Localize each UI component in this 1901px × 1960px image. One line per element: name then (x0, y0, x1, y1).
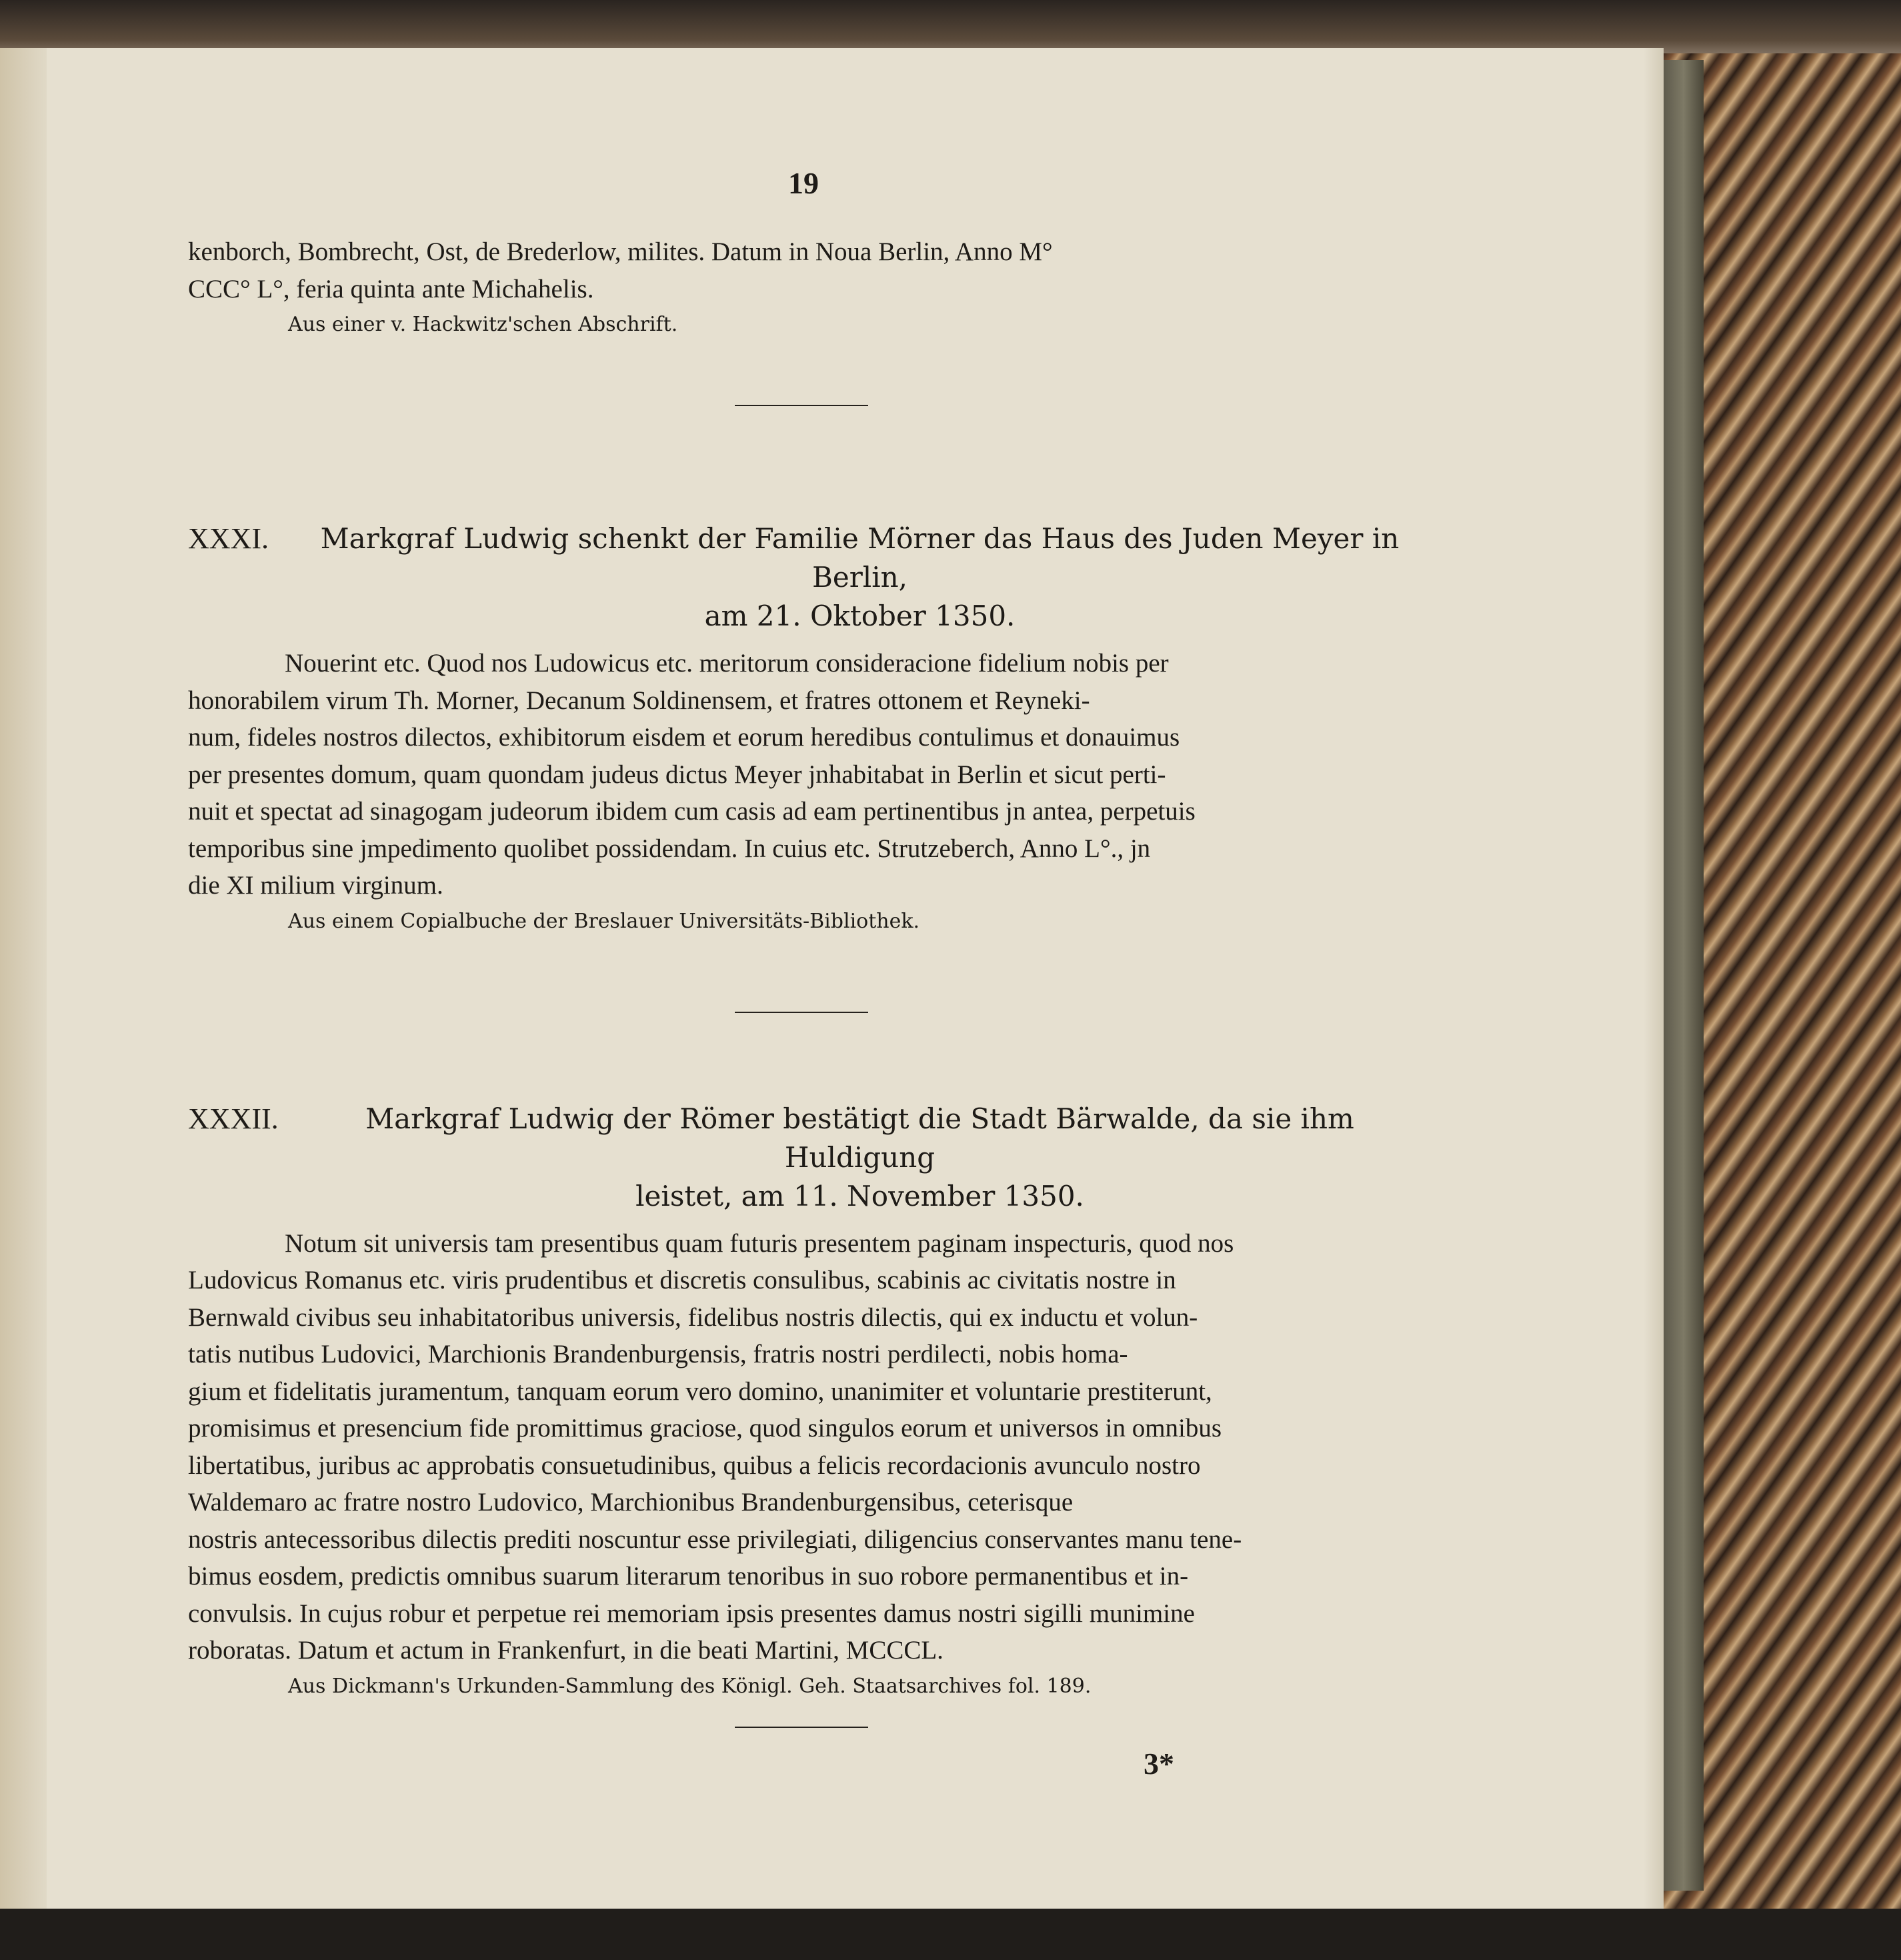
page-number: 19 (788, 166, 819, 200)
charter-text-line: Nouerint etc. Quod nos Ludowicus etc. meritorum consideracione fidelium nobis per (285, 649, 1169, 678)
charter-text-line: Waldemaro ac fratre nostro Ludovico, Marchionibus Brandenburgensibus, ceterisque (188, 1488, 1074, 1517)
page-content (188, 157, 1415, 1728)
charter-number: XXXI. (188, 522, 269, 555)
source-note: Aus einer v. Hackwitz'schen Abschrift. (288, 313, 678, 336)
charter-text-line: convulsis. In cujus robur et perpetue rei memoriam ipsis presentes damus nostri sigilli munimine (188, 1599, 1195, 1628)
charter-text-line: bimus eosdem, predictis omnibus suarum literarum tenoribus in suo robore permanentibus et in- (188, 1562, 1189, 1591)
gutter-shadow (0, 48, 47, 1909)
charter-text-line: libertatibus, juribus ac approbatis consuetudinibus, quibus a felicis recordacionis avunculo nostro (188, 1450, 1201, 1480)
charter-text-line: Notum sit universis tam presentibus quam futuris presentem paginam inspecturis, quod nos (285, 1228, 1234, 1258)
book-cover-top-edge (0, 0, 1901, 53)
background-bottom (0, 1909, 1901, 1960)
charter-text-line: nostris antecessoribus dilectis prediti noscuntur esse privilegiati, diligencius conservantes manu tene- (188, 1525, 1242, 1554)
charter-text-line: tatis nutibus Ludovici, Marchionis Brandenburgensis, fratris nostri perdilecti, nobis homa- (188, 1340, 1128, 1368)
charter-heading (188, 1100, 1415, 1216)
charter-text-line: temporibus sine jmpedimento quolibet possidendam. In cuius etc. Strutzeberch, Anno L°., jn (188, 834, 1151, 863)
charter-title (305, 520, 1415, 636)
source-note: Aus Dickmann's Urkunden-Sammlung des Königl. Geh. Staatsarchives fol. 189. (288, 1674, 1092, 1698)
charter-title-line: am 21. Oktober 1350. (704, 600, 1016, 632)
section-divider (735, 1727, 868, 1728)
charter-title-line: leistet, am 11. November 1350. (635, 1179, 1084, 1212)
charter-text-line: num, fideles nostros dilectos, exhibitorum eisdem et eorum heredibus contulimus et donauimus (188, 723, 1180, 752)
charter-text-line: Ludovicus Romanus etc. viris prudentibus et discretis consulibus, scabinis ac civitatis nostre in (188, 1266, 1176, 1294)
charter-title-line: Markgraf Ludwig schenkt der Familie Mörner das Haus des Juden Meyer in Berlin, (320, 522, 1400, 594)
charter-text-line: gium et fidelitatis juramentum, tanquam eorum vero domino, unanimiter et voluntarie prestiterunt, (188, 1376, 1212, 1406)
charter-text-line: promisimus et presencium fide promittimus graciose, quod singulos eorum et universos in omnibus (188, 1414, 1222, 1442)
signature-mark: 3* (1144, 1747, 1174, 1781)
charter-text-line: per presentes domum, quam quondam judeus dictus Meyer jnhabitabat in Berlin et sicut perti- (188, 760, 1166, 789)
charter-text-line: honorabilem virum Th. Morner, Decanum Soldinensem, et fratres ottonem et Reyneki- (188, 686, 1090, 715)
charter-text-line: roboratas. Datum et actum in Frankenfurt, in die beati Martini, MCCCL. (188, 1636, 943, 1665)
charter-heading (188, 520, 1415, 636)
charter-text-line: Bernwald civibus seu inhabitatoribus universis, fidelibus nostris dilectis, qui ex inductu et volun- (188, 1302, 1198, 1332)
book-spine-edge (1664, 60, 1704, 1891)
charter-title (305, 1100, 1415, 1216)
charter-text-line: nuit et spectat ad sinagogam judeorum ibidem cum casis ad eam pertinentibus jn antea, perpetuis (188, 797, 1196, 826)
intro-line: CCC° L°, feria quinta ante Michahelis. (188, 274, 594, 303)
charter-title-line: Markgraf Ludwig der Römer bestätigt die Stadt Bärwalde, da sie ihm Huldigung (365, 1102, 1354, 1174)
page-edge-shadow (1644, 48, 1664, 1909)
charter-text-line: die XI milium virginum. (188, 871, 443, 900)
source-note: Aus einem Copialbuche der Breslauer Universitäts-Bibliothek. (288, 909, 920, 933)
charter-number: XXXII. (188, 1102, 279, 1135)
intro-line: kenborch, Bombrecht, Ost, de Brederlow, milites. Datum in Noua Berlin, Anno M° (188, 237, 1053, 266)
